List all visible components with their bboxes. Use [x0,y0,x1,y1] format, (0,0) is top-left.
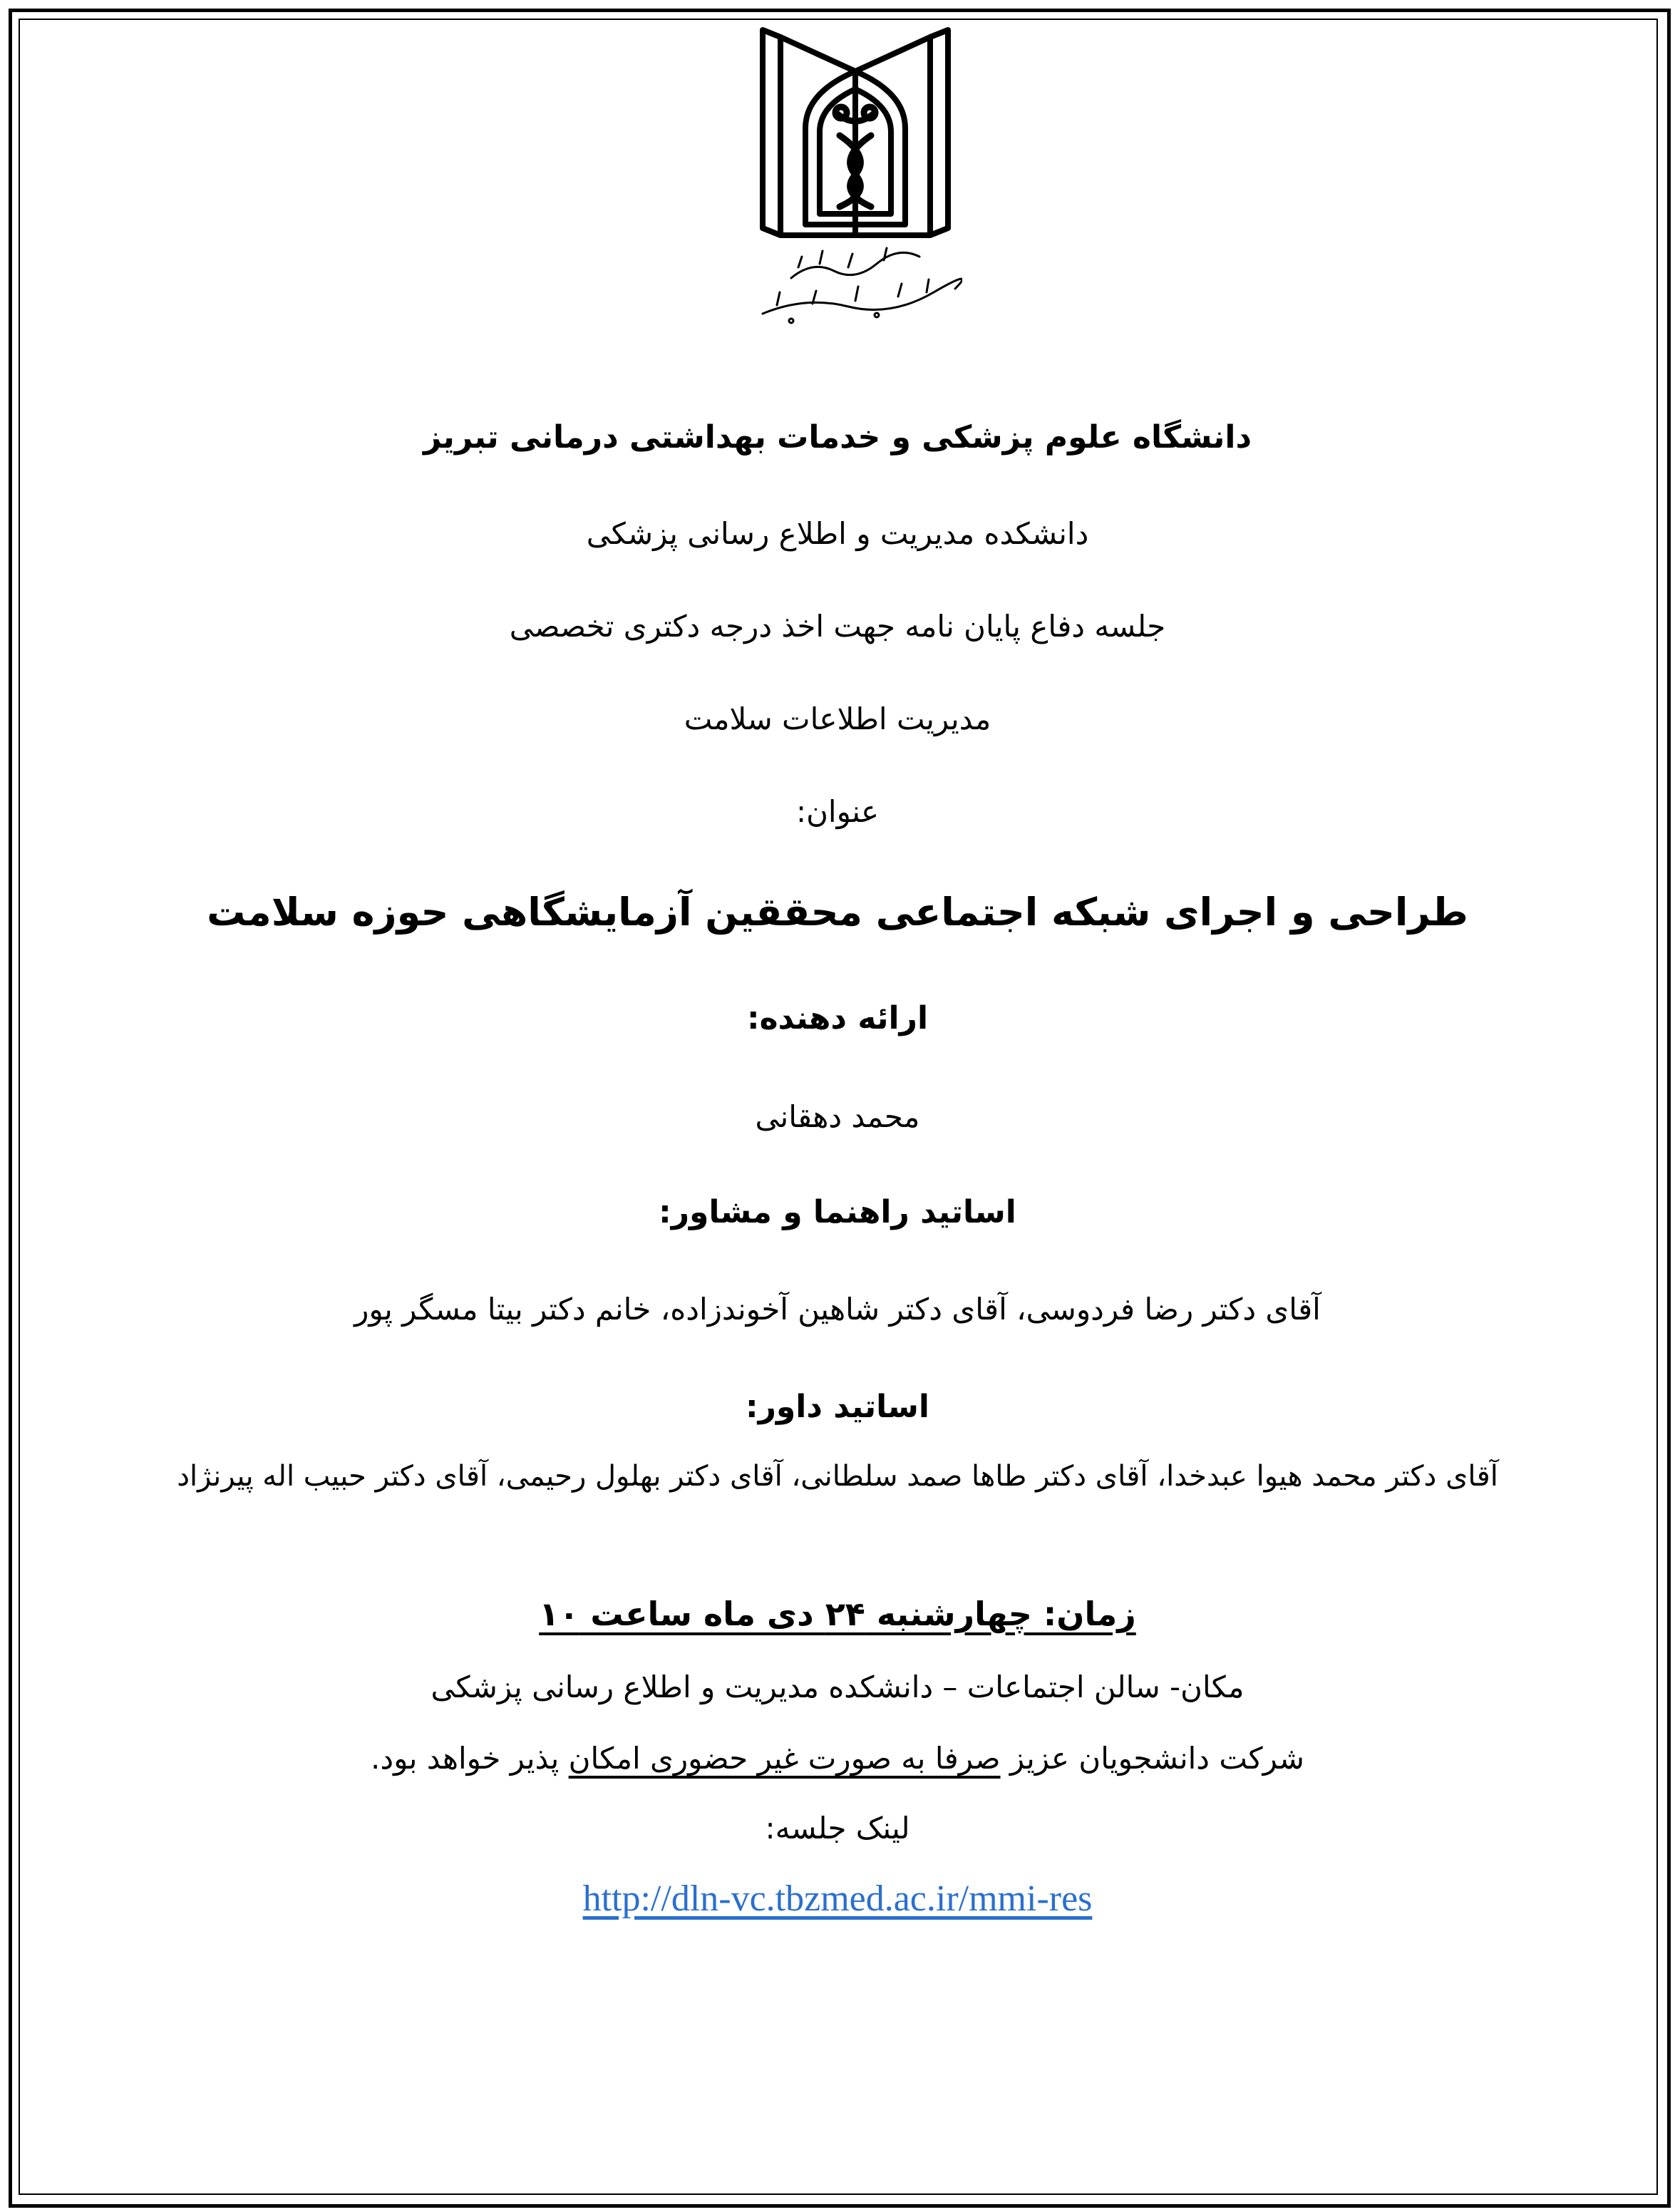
attendance-note [57,1739,1618,1779]
event-place: مکان- سالن اجتماعات – دانشکده مدیریت و اطلاع رسانی پزشکی [431,1670,1244,1704]
field-of-study: مدیریت اطلاعات سلامت [684,701,991,736]
event-time-text: زمان: چهارشنبه ۲۴ دی ماه ساعت ۱۰ [539,1595,1136,1633]
event-time [57,1593,1618,1636]
referees-label: اساتید داور: [745,1389,930,1425]
title-label: عنوان: [795,794,880,829]
university-logo [748,21,962,328]
presenter-label: ارائه دهنده: [746,1000,929,1036]
faculty-name: دانشکده مدیریت و اطلاع رسانی پزشکی [586,516,1089,551]
referees-names: آقای دکتر محمد هیوا عبدخدا، آقای دکتر طاها صمد سلطانی، آقای دکتر بهلول رحیمی، آقای دکتر حبیب اله پیرنژاد [177,1460,1498,1493]
advisors-names: آقای دکتر رضا فردوسی، آقای دکتر شاهین آخوندزاده، خانم دکتر بیتا مسگر پور [354,1292,1321,1327]
thesis-title: طراحی و اجرای شبکه اجتماعی محققین آزمایشگاهی حوزه سلامت [207,890,1468,935]
session-description: جلسه دفاع پایان نامه جهت اخذ درجه دکتری تخصصی [509,609,1166,644]
presenter-name: محمد دهقانی [755,1099,920,1134]
attendance-note-end: پذیر خواهد بود. [371,1741,569,1776]
attendance-note-emphasis: صرفا به صورت غیر حضوری امکان [568,1741,1001,1776]
meeting-link[interactable]: http://dln-vc.tbzmed.ac.ir/mmi-res [582,1878,1093,1919]
attendance-note-start: شرکت دانشجویان عزیز [1000,1741,1304,1776]
meeting-link-row [57,1875,1618,1923]
university-name: دانشگاه علوم پزشکی و خدمات بهداشتی درمانی تبریز [423,419,1252,456]
advisors-label: اساتید راهنما و مشاور: [659,1194,1016,1230]
link-label: لینک جلسه: [765,1811,910,1846]
